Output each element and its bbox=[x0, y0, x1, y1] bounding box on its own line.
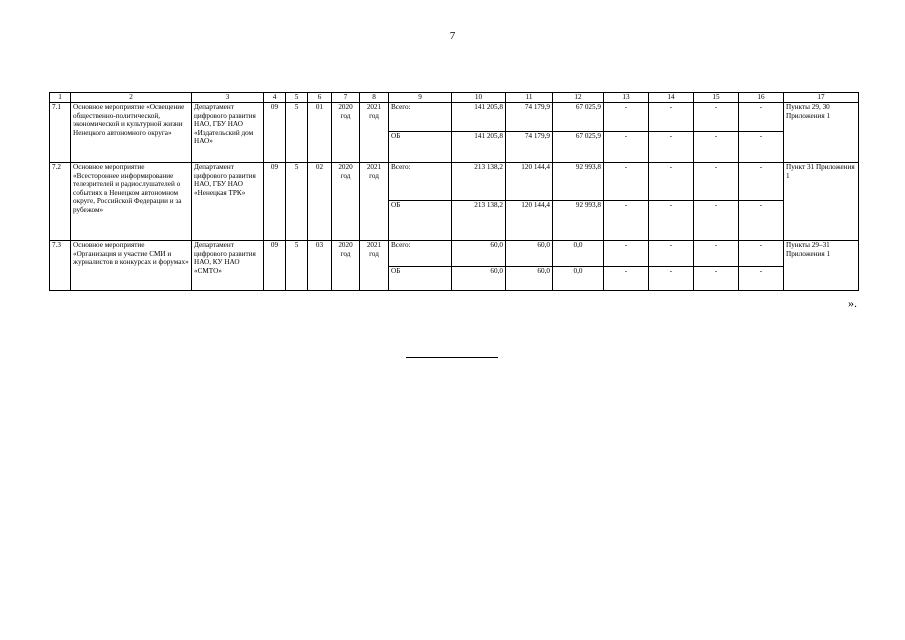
table-row bbox=[50, 241, 859, 267]
amount-cell: - bbox=[604, 201, 649, 241]
amount-cell: 60,0 bbox=[506, 241, 553, 267]
amount-cell: 120 144,4 bbox=[506, 163, 553, 201]
start-year: 2020 год bbox=[332, 241, 360, 291]
amount-cell: 74 179,9 bbox=[506, 132, 553, 163]
reference-note: Пункт 31 Приложения 1 bbox=[784, 163, 859, 241]
header-cell: 7 bbox=[332, 93, 360, 103]
header-cell: 15 bbox=[694, 93, 739, 103]
code-cell: 5 bbox=[286, 103, 308, 163]
amount-cell: - bbox=[694, 201, 739, 241]
funding-label: ОБ bbox=[389, 201, 452, 241]
header-cell: 5 bbox=[286, 93, 308, 103]
funding-label: Всего: bbox=[389, 163, 452, 201]
reference-note: Пункты 29–31 Приложения 1 bbox=[784, 241, 859, 291]
header-cell: 12 bbox=[553, 93, 604, 103]
amount-cell: - bbox=[604, 241, 649, 267]
amount-cell: 74 179,9 bbox=[506, 103, 553, 132]
code-cell: 09 bbox=[264, 103, 286, 163]
code-cell: 09 bbox=[264, 241, 286, 291]
amount-cell: - bbox=[604, 163, 649, 201]
code-cell: 09 bbox=[264, 163, 286, 241]
amount-cell: - bbox=[739, 163, 784, 201]
amount-cell: 60,0 bbox=[452, 267, 506, 291]
amount-cell: - bbox=[604, 132, 649, 163]
amount-cell: - bbox=[739, 132, 784, 163]
amount-cell: - bbox=[739, 241, 784, 267]
reference-note: Пункты 29, 30 Приложения 1 bbox=[784, 103, 859, 163]
end-year: 2021 год bbox=[360, 163, 389, 241]
amount-cell: 141 205,8 bbox=[452, 103, 506, 132]
amount-cell: 67 025,9 bbox=[553, 132, 604, 163]
header-cell: 3 bbox=[192, 93, 264, 103]
header-cell: 14 bbox=[649, 93, 694, 103]
header-cell: 2 bbox=[71, 93, 192, 103]
amount-cell: 0,0 bbox=[553, 241, 604, 267]
code-cell: 5 bbox=[286, 163, 308, 241]
header-cell: 6 bbox=[308, 93, 332, 103]
amount-cell: - bbox=[694, 132, 739, 163]
executor: Департамент цифрового развития НАО, ГБУ НАО «Издательский дом НАО» bbox=[192, 103, 264, 163]
amount-cell: 0,0 bbox=[553, 267, 604, 291]
amount-cell: - bbox=[694, 103, 739, 132]
header-row bbox=[50, 93, 859, 103]
funding-label: Всего: bbox=[389, 103, 452, 132]
funding-label: ОБ bbox=[389, 267, 452, 291]
amount-cell: 60,0 bbox=[452, 241, 506, 267]
activity-name: Основное мероприятие «Всестороннее информирование телезрителей и радиослушателей о событиях в Ненецком автономном округе, Российской Федерации и за рубежом» bbox=[71, 163, 192, 241]
header-cell: 10 bbox=[452, 93, 506, 103]
activity-name: Основное мероприятие «Организация и участие СМИ и журналистов в конкурсах и форумах» bbox=[71, 241, 192, 291]
code-cell: 01 bbox=[308, 103, 332, 163]
code-cell: 02 bbox=[308, 163, 332, 241]
code-cell: 03 bbox=[308, 241, 332, 291]
end-year: 2021 год bbox=[360, 241, 389, 291]
row-number: 7.1 bbox=[50, 103, 71, 163]
amount-cell: 67 025,9 bbox=[553, 103, 604, 132]
amount-cell: 60,0 bbox=[506, 267, 553, 291]
amount-cell: - bbox=[604, 267, 649, 291]
amount-cell: - bbox=[694, 267, 739, 291]
executor: Департамент цифрового развития НАО, КУ НАО «СМТО» bbox=[192, 241, 264, 291]
amount-cell: 92 993,8 bbox=[553, 163, 604, 201]
amount-cell: 141 205,8 bbox=[452, 132, 506, 163]
row-number: 7.2 bbox=[50, 163, 71, 241]
end-separator-line bbox=[406, 357, 498, 358]
amount-cell: - bbox=[649, 267, 694, 291]
amount-cell: - bbox=[694, 241, 739, 267]
amount-cell: 120 144,4 bbox=[506, 201, 553, 241]
amount-cell: 92 993,8 bbox=[553, 201, 604, 241]
header-cell: 8 bbox=[360, 93, 389, 103]
header-cell: 11 bbox=[506, 93, 553, 103]
amount-cell: - bbox=[694, 163, 739, 201]
amount-cell: - bbox=[739, 103, 784, 132]
executor: Департамент цифрового развития НАО, ГБУ НАО «Ненецкая ТРК» bbox=[192, 163, 264, 241]
amount-cell: - bbox=[649, 241, 694, 267]
header-cell: 13 bbox=[604, 93, 649, 103]
amount-cell: - bbox=[739, 267, 784, 291]
header-cell: 16 bbox=[739, 93, 784, 103]
code-cell: 5 bbox=[286, 241, 308, 291]
amount-cell: - bbox=[649, 132, 694, 163]
amount-cell: - bbox=[604, 103, 649, 132]
amount-cell: 213 138,2 bbox=[452, 201, 506, 241]
amount-cell: - bbox=[739, 201, 784, 241]
header-cell: 9 bbox=[389, 93, 452, 103]
page-number: 7 bbox=[449, 30, 456, 42]
table-row bbox=[50, 163, 859, 201]
funding-label: Всего: bbox=[389, 241, 452, 267]
amount-cell: - bbox=[649, 201, 694, 241]
budget-table bbox=[49, 92, 859, 291]
row-number: 7.3 bbox=[50, 241, 71, 291]
header-cell: 17 bbox=[784, 93, 859, 103]
amount-cell: - bbox=[649, 163, 694, 201]
header-cell: 4 bbox=[264, 93, 286, 103]
activity-name: Основное мероприятие «Освещение общественно-политической, экономической и культурной жизни Ненецкого автономного округа» bbox=[71, 103, 192, 163]
table-row bbox=[50, 103, 859, 132]
closing-quote-mark: ». bbox=[848, 296, 857, 310]
start-year: 2020 год bbox=[332, 103, 360, 163]
start-year: 2020 год bbox=[332, 163, 360, 241]
header-cell: 1 bbox=[50, 93, 71, 103]
funding-label: ОБ bbox=[389, 132, 452, 163]
amount-cell: 213 138,2 bbox=[452, 163, 506, 201]
end-year: 2021 год bbox=[360, 103, 389, 163]
amount-cell: - bbox=[649, 103, 694, 132]
